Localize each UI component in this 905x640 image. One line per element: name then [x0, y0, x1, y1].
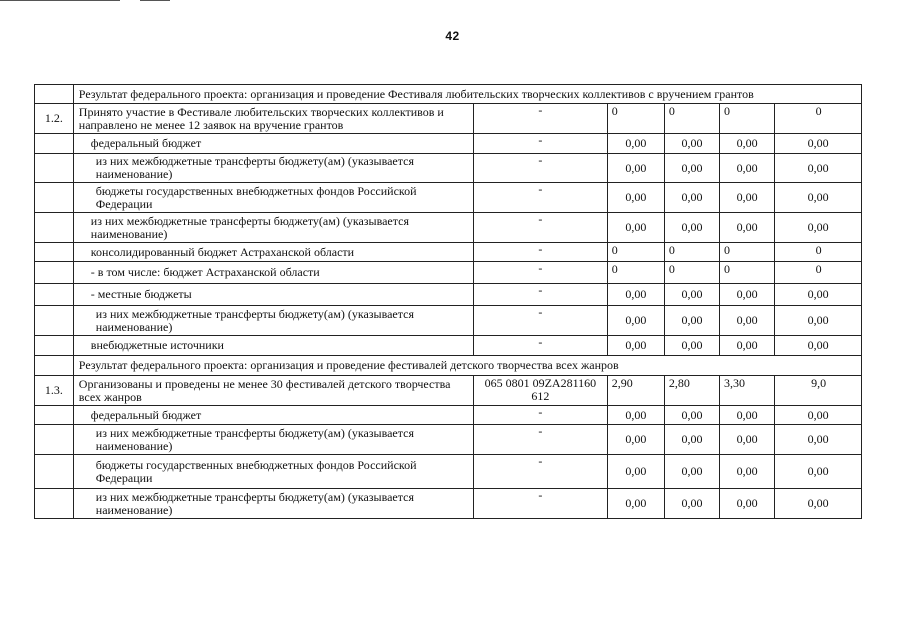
value-cell: 0,00: [720, 134, 775, 154]
budget-code: -: [474, 336, 608, 356]
table-row: [35, 489, 862, 519]
value-cell: 0: [664, 262, 719, 284]
row-description: Организованы и проведены не менее 30 фестивалей детского творчества всех жанров: [73, 376, 473, 406]
table-row: [35, 425, 862, 455]
value-cell: 0,00: [664, 336, 719, 356]
value-cell: 0,00: [720, 284, 775, 306]
value-cell: 0,00: [607, 489, 664, 519]
row-description: внебюджетные источники: [73, 336, 473, 356]
value-cell: 0,00: [775, 306, 862, 336]
value-cell: 0: [664, 104, 719, 134]
value-cell: 0,00: [607, 406, 664, 425]
row-description: из них межбюджетные трансферты бюджету(ам) (указывается наименование): [73, 154, 473, 183]
budget-code: -: [474, 406, 608, 425]
empty-cell: [35, 284, 74, 306]
row-description: Принято участие в Фестивале любительских творческих коллективов и направлено не менее 12 заявок на вручение грантов: [73, 104, 473, 134]
budget-code: -: [474, 455, 608, 489]
value-cell: 0,00: [607, 213, 664, 243]
value-cell: 0,00: [607, 134, 664, 154]
value-cell: 0,00: [775, 406, 862, 425]
value-cell: 3,30: [720, 376, 775, 406]
value-cell: 0,00: [775, 183, 862, 213]
table-row: [35, 213, 862, 243]
empty-cell: [35, 455, 74, 489]
value-cell: 0,00: [775, 425, 862, 455]
row-description: из них межбюджетные трансферты бюджету(ам) (указывается наименование): [73, 213, 473, 243]
row-number: 1.3.: [35, 376, 74, 406]
empty-cell: [35, 134, 74, 154]
empty-cell: [35, 262, 74, 284]
row-description: консолидированный бюджет Астраханской области: [73, 243, 473, 262]
value-cell: 0,00: [720, 306, 775, 336]
row-description: бюджеты государственных внебюджетных фондов Российской Федерации: [73, 455, 473, 489]
row-description: - местные бюджеты: [73, 284, 473, 306]
budget-code: -: [474, 183, 608, 213]
table-row: [35, 284, 862, 306]
row-number: 1.2.: [35, 104, 74, 134]
value-cell: 9,0: [775, 376, 862, 406]
value-cell: 0,00: [607, 154, 664, 183]
value-cell: 0,00: [664, 306, 719, 336]
empty-cell: [35, 356, 74, 376]
empty-cell: [35, 183, 74, 213]
table-row: [35, 154, 862, 183]
budget-code: -: [474, 284, 608, 306]
page-number: 42: [445, 29, 460, 43]
value-cell: 0,00: [775, 489, 862, 519]
table-row: [35, 406, 862, 425]
value-cell: 0,00: [607, 455, 664, 489]
empty-cell: [35, 154, 74, 183]
value-cell: 0,00: [720, 336, 775, 356]
value-cell: 2,80: [664, 376, 719, 406]
budget-code: -: [474, 425, 608, 455]
empty-cell: [35, 425, 74, 455]
value-cell: 0,00: [607, 284, 664, 306]
value-cell: 0,00: [775, 455, 862, 489]
scan-artifact-line: [0, 0, 120, 1]
value-cell: 0,00: [720, 489, 775, 519]
row-description: федеральный бюджет: [73, 406, 473, 425]
table-row: [35, 376, 862, 406]
row-description: - в том числе: бюджет Астраханской области: [73, 262, 473, 284]
budget-code: -: [474, 154, 608, 183]
budget-code: -: [474, 243, 608, 262]
value-cell: 0: [720, 104, 775, 134]
empty-cell: [35, 243, 74, 262]
value-cell: 0,00: [607, 306, 664, 336]
scan-artifact-line: [140, 0, 170, 1]
value-cell: 0: [720, 262, 775, 284]
row-description: из них межбюджетные трансферты бюджету(ам) (указывается наименование): [73, 425, 473, 455]
value-cell: 0: [720, 243, 775, 262]
table-row: [35, 243, 862, 262]
value-cell: 0,00: [664, 284, 719, 306]
budget-code: -: [474, 262, 608, 284]
table-row: [35, 104, 862, 134]
value-cell: 0: [775, 243, 862, 262]
budget-code: -: [474, 213, 608, 243]
budget-code: -: [474, 134, 608, 154]
row-description: бюджеты государственных внебюджетных фондов Российской Федерации: [73, 183, 473, 213]
value-cell: 2,90: [607, 376, 664, 406]
value-cell: 0: [664, 243, 719, 262]
budget-code: 065 0801 09ZA281160 612: [474, 376, 608, 406]
value-cell: 0: [775, 262, 862, 284]
row-description: федеральный бюджет: [73, 134, 473, 154]
value-cell: 0,00: [607, 336, 664, 356]
row-description: из них межбюджетные трансферты бюджету(ам) (указывается наименование): [73, 306, 473, 336]
value-cell: 0,00: [720, 425, 775, 455]
value-cell: 0,00: [664, 406, 719, 425]
table-row: [35, 183, 862, 213]
section-row: [35, 85, 862, 104]
value-cell: 0,00: [720, 213, 775, 243]
value-cell: 0,00: [775, 154, 862, 183]
value-cell: 0,00: [664, 183, 719, 213]
value-cell: 0,00: [720, 455, 775, 489]
table-row: [35, 306, 862, 336]
table-row: [35, 262, 862, 284]
row-description: из них межбюджетные трансферты бюджету(ам) (указывается наименование): [73, 489, 473, 519]
value-cell: 0: [607, 104, 664, 134]
value-cell: 0,00: [664, 154, 719, 183]
section-row: [35, 356, 862, 376]
value-cell: 0,00: [720, 183, 775, 213]
table-row: [35, 336, 862, 356]
section-title: Результат федерального проекта: организация и проведение Фестиваля любительских творческих коллективов с вручением грантов: [73, 85, 861, 104]
table-body: [35, 85, 862, 519]
value-cell: 0,00: [664, 134, 719, 154]
empty-cell: [35, 406, 74, 425]
value-cell: 0,00: [607, 425, 664, 455]
value-cell: 0,00: [775, 336, 862, 356]
value-cell: 0: [607, 243, 664, 262]
value-cell: 0: [775, 104, 862, 134]
value-cell: 0,00: [664, 425, 719, 455]
value-cell: 0,00: [664, 455, 719, 489]
budget-code: -: [474, 104, 608, 134]
empty-cell: [35, 336, 74, 356]
empty-cell: [35, 213, 74, 243]
value-cell: 0,00: [775, 284, 862, 306]
section-title: Результат федерального проекта: организация и проведение фестивалей детского творчества всех жанров: [73, 356, 861, 376]
value-cell: 0,00: [664, 489, 719, 519]
value-cell: 0,00: [720, 154, 775, 183]
value-cell: 0,00: [775, 213, 862, 243]
value-cell: 0,00: [664, 213, 719, 243]
value-cell: 0,00: [607, 183, 664, 213]
table-row: [35, 134, 862, 154]
budget-code: -: [474, 489, 608, 519]
empty-cell: [35, 489, 74, 519]
budget-table: [34, 84, 862, 519]
budget-code: -: [474, 306, 608, 336]
table-row: [35, 455, 862, 489]
empty-cell: [35, 85, 74, 104]
value-cell: 0,00: [775, 134, 862, 154]
value-cell: 0,00: [720, 406, 775, 425]
value-cell: 0: [607, 262, 664, 284]
empty-cell: [35, 306, 74, 336]
